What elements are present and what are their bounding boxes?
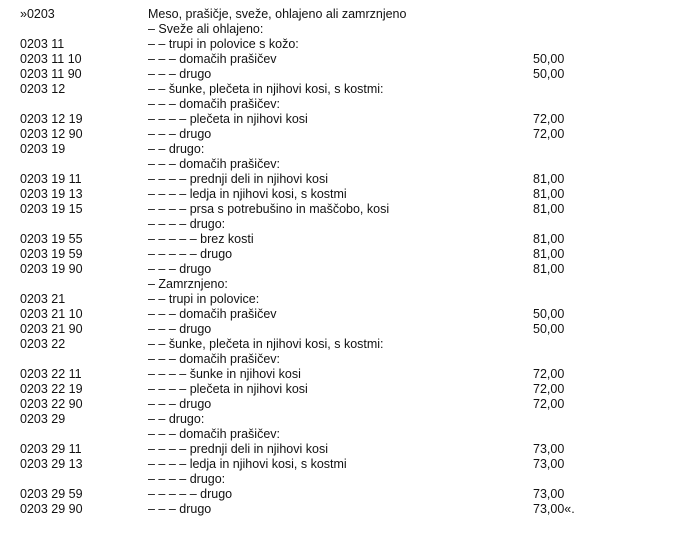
tariff-description: – – drugo: bbox=[148, 412, 205, 426]
tariff-rate: 73,00 bbox=[533, 442, 565, 456]
table-row bbox=[0, 367, 694, 382]
tariff-rate: 81,00 bbox=[533, 262, 565, 276]
tariff-description: – – – domačih prašičev: bbox=[148, 157, 281, 171]
table-row bbox=[0, 7, 694, 22]
tariff-description: – Zamrznjeno: bbox=[148, 277, 228, 291]
tariff-rate: 81,00 bbox=[533, 247, 565, 261]
tariff-rate: 73,00 bbox=[533, 487, 565, 501]
table-row bbox=[0, 37, 694, 52]
tariff-description: – – – domačih prašičev: bbox=[148, 97, 281, 111]
table-row bbox=[0, 412, 694, 427]
table-row bbox=[0, 67, 694, 82]
tariff-description: – – – drugo bbox=[148, 502, 212, 516]
tariff-rate: 81,00 bbox=[533, 187, 565, 201]
tariff-description: – – – domačih prašičev bbox=[148, 52, 277, 66]
tariff-rate: 50,00 bbox=[533, 52, 565, 66]
table-row bbox=[0, 247, 694, 262]
tariff-rate: 73,00 bbox=[533, 457, 565, 471]
tariff-code: 0203 11 90 bbox=[20, 67, 82, 81]
tariff-code: 0203 29 11 bbox=[20, 442, 82, 456]
table-row bbox=[0, 142, 694, 157]
tariff-description: Meso, prašičje, sveže, ohlajeno ali zamrznjeno bbox=[148, 7, 407, 21]
table-row bbox=[0, 262, 694, 277]
tariff-code: 0203 21 10 bbox=[20, 307, 83, 321]
table-row bbox=[0, 157, 694, 172]
tariff-code: 0203 12 90 bbox=[20, 127, 83, 141]
tariff-rate: 72,00 bbox=[533, 367, 565, 381]
tariff-description: – – – – – drugo bbox=[148, 247, 233, 261]
table-row bbox=[0, 397, 694, 412]
tariff-description: – – – – prednji deli in njihovi kosi bbox=[148, 172, 328, 186]
tariff-description: – – – drugo bbox=[148, 262, 212, 276]
tariff-code: 0203 29 90 bbox=[20, 502, 83, 516]
tariff-description: – – – – šunke in njihovi kosi bbox=[148, 367, 301, 381]
tariff-description: – – – domačih prašičev: bbox=[148, 352, 281, 366]
tariff-code: 0203 22 11 bbox=[20, 367, 82, 381]
tariff-code: 0203 19 bbox=[20, 142, 66, 156]
tariff-code: 0203 22 19 bbox=[20, 382, 83, 396]
tariff-code: 0203 21 bbox=[20, 292, 66, 306]
tariff-rate: 72,00 bbox=[533, 127, 565, 141]
table-row bbox=[0, 217, 694, 232]
table-row bbox=[0, 97, 694, 112]
tariff-code: 0203 29 13 bbox=[20, 457, 83, 471]
table-row bbox=[0, 382, 694, 397]
tariff-description: – – šunke, plečeta in njihovi kosi, s kostmi: bbox=[148, 337, 384, 351]
tariff-description: – – – domačih prašičev: bbox=[148, 427, 281, 441]
tariff-code: 0203 11 10 bbox=[20, 52, 82, 66]
table-row bbox=[0, 292, 694, 307]
tariff-code: 0203 21 90 bbox=[20, 322, 83, 336]
tariff-description: – – – drugo bbox=[148, 322, 212, 336]
tariff-description: – – – – drugo: bbox=[148, 472, 226, 486]
tariff-description: – – – – plečeta in njihovi kosi bbox=[148, 112, 308, 126]
table-row bbox=[0, 427, 694, 442]
tariff-code: 0203 19 59 bbox=[20, 247, 83, 261]
tariff-code: 0203 19 55 bbox=[20, 232, 83, 246]
tariff-rate: 72,00 bbox=[533, 382, 565, 396]
tariff-description: – – – – prsa s potrebušino in maščobo, kosi bbox=[148, 202, 390, 216]
tariff-description: – – drugo: bbox=[148, 142, 205, 156]
table-row bbox=[0, 442, 694, 457]
tariff-description: – – trupi in polovice: bbox=[148, 292, 260, 306]
table-row bbox=[0, 232, 694, 247]
tariff-code: 0203 22 90 bbox=[20, 397, 83, 411]
tariff-rate: 50,00 bbox=[533, 322, 565, 336]
tariff-rate: 72,00 bbox=[533, 112, 565, 126]
table-row bbox=[0, 472, 694, 487]
tariff-code: 0203 22 bbox=[20, 337, 66, 351]
table-row bbox=[0, 277, 694, 292]
tariff-rate: 81,00 bbox=[533, 172, 565, 186]
table-row bbox=[0, 52, 694, 67]
tariff-code: »0203 bbox=[20, 7, 55, 21]
tariff-description: – – – drugo bbox=[148, 127, 212, 141]
tariff-rate: 81,00 bbox=[533, 202, 565, 216]
tariff-description: – – – drugo bbox=[148, 67, 212, 81]
tariff-description: – – – – – brez kosti bbox=[148, 232, 254, 246]
tariff-code: 0203 19 90 bbox=[20, 262, 83, 276]
tariff-description: – – – drugo bbox=[148, 397, 212, 411]
table-row bbox=[0, 112, 694, 127]
table-row bbox=[0, 202, 694, 217]
tariff-rate: 50,00 bbox=[533, 67, 565, 81]
tariff-code: 0203 11 bbox=[20, 37, 65, 51]
tariff-description: – – trupi in polovice s kožo: bbox=[148, 37, 299, 51]
tariff-code: 0203 29 bbox=[20, 412, 66, 426]
tariff-table bbox=[0, 7, 694, 517]
tariff-description: – – – – ledja in njihovi kosi, s kostmi bbox=[148, 187, 347, 201]
table-row bbox=[0, 187, 694, 202]
tariff-description: – – – – prednji deli in njihovi kosi bbox=[148, 442, 328, 456]
table-row bbox=[0, 322, 694, 337]
tariff-code: 0203 19 13 bbox=[20, 187, 83, 201]
tariff-code: 0203 19 11 bbox=[20, 172, 82, 186]
table-row bbox=[0, 172, 694, 187]
tariff-rate: 81,00 bbox=[533, 232, 565, 246]
table-row bbox=[0, 487, 694, 502]
tariff-rate: 73,00«. bbox=[533, 502, 575, 516]
tariff-code: 0203 12 19 bbox=[20, 112, 83, 126]
tariff-code: 0203 29 59 bbox=[20, 487, 83, 501]
tariff-description: – Sveže ali ohlajeno: bbox=[148, 22, 264, 36]
table-row bbox=[0, 502, 694, 517]
tariff-description: – – šunke, plečeta in njihovi kosi, s kostmi: bbox=[148, 82, 384, 96]
tariff-description: – – – – ledja in njihovi kosi, s kostmi bbox=[148, 457, 347, 471]
table-row bbox=[0, 22, 694, 37]
tariff-description: – – – – plečeta in njihovi kosi bbox=[148, 382, 308, 396]
table-row bbox=[0, 127, 694, 142]
table-row bbox=[0, 352, 694, 367]
table-row bbox=[0, 82, 694, 97]
tariff-rate: 50,00 bbox=[533, 307, 565, 321]
tariff-rate: 72,00 bbox=[533, 397, 565, 411]
tariff-code: 0203 19 15 bbox=[20, 202, 83, 216]
table-row bbox=[0, 457, 694, 472]
table-row bbox=[0, 307, 694, 322]
tariff-description: – – – domačih prašičev bbox=[148, 307, 277, 321]
table-row bbox=[0, 337, 694, 352]
tariff-code: 0203 12 bbox=[20, 82, 66, 96]
tariff-description: – – – – drugo: bbox=[148, 217, 226, 231]
tariff-description: – – – – – drugo bbox=[148, 487, 233, 501]
